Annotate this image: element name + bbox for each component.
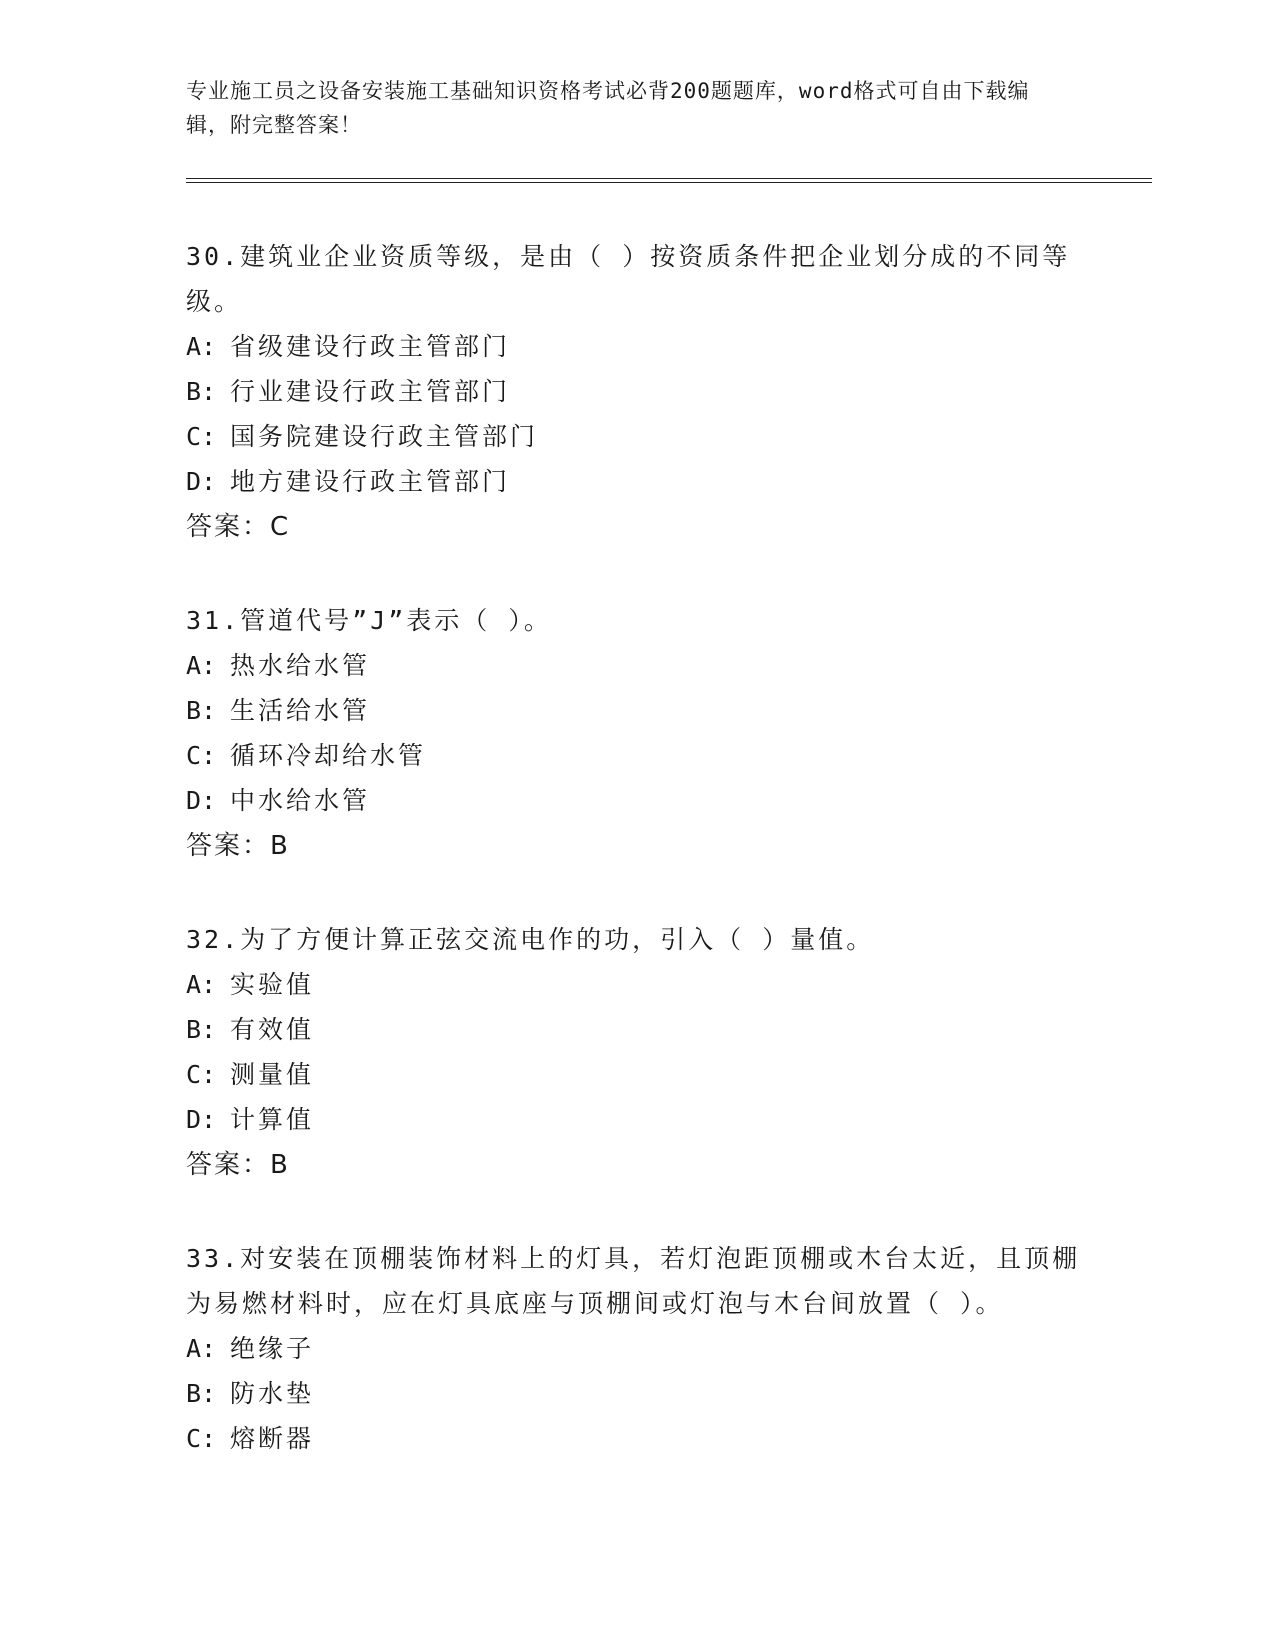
option-letter: D: (186, 786, 217, 815)
answer-option (186, 1052, 1086, 1097)
option-text: 行业建设行政主管部门 (230, 377, 511, 406)
document-header: 专业施工员之设备安装施工基础知识资格考试必背200题题库，word格式可自由下载编辑，附完整答案！ (186, 79, 1030, 137)
option-letter: B: (186, 696, 217, 725)
option-text: 实验值 (230, 970, 315, 999)
answer-option (186, 688, 1086, 733)
option-letter: B: (186, 377, 217, 406)
option-text: 有效值 (230, 1015, 315, 1044)
answer-option (186, 414, 1086, 459)
question-text: 32.为了方便计算正弦交流电作的功，引入（ ）量值。 (186, 925, 875, 954)
question-block (186, 234, 1086, 550)
option-letter: A: (186, 970, 217, 999)
option-letter: C: (186, 1424, 217, 1453)
option-letter: B: (186, 1379, 217, 1408)
option-text: 测量值 (230, 1060, 315, 1089)
option-letter: D: (186, 467, 217, 496)
question-list (186, 234, 1086, 1509)
option-letter: A: (186, 1334, 217, 1363)
option-text: 省级建设行政主管部门 (230, 332, 511, 361)
option-text: 熔断器 (230, 1424, 315, 1453)
answer-option (186, 324, 1086, 369)
option-letter: C: (186, 422, 217, 451)
option-text: 地方建设行政主管部门 (230, 467, 511, 496)
answer-key: 答案：C (186, 512, 291, 542)
option-text: 防水垫 (230, 1379, 315, 1408)
answer-option (186, 962, 1086, 1007)
option-letter: D: (186, 1105, 217, 1134)
option-letter: C: (186, 741, 217, 770)
answer-option (186, 1326, 1086, 1371)
option-text: 绝缘子 (230, 1334, 315, 1363)
answer-option (186, 643, 1086, 688)
answer-key: 答案：B (186, 831, 290, 861)
answer-option (186, 369, 1086, 414)
option-letter: A: (186, 332, 217, 361)
question-block (186, 917, 1086, 1188)
question-block (186, 598, 1086, 869)
answer-option (186, 459, 1086, 504)
option-letter: C: (186, 1060, 217, 1089)
option-text: 循环冷却给水管 (230, 741, 427, 770)
option-text: 生活给水管 (230, 696, 371, 725)
answer-key: 答案：B (186, 1150, 290, 1180)
option-text: 国务院建设行政主管部门 (230, 422, 539, 451)
header-divider (186, 178, 1152, 183)
answer-option (186, 778, 1086, 823)
option-text: 热水给水管 (230, 651, 371, 680)
answer-option (186, 733, 1086, 778)
question-text: 31.管道代号”J”表示（ ）。 (186, 606, 552, 635)
option-text: 计算值 (230, 1105, 315, 1134)
question-text: 30.建筑业企业资质等级，是由（ ）按资质条件把企业划分成的不同等级。 (186, 242, 1071, 316)
answer-option (186, 1416, 1086, 1461)
question-block (186, 1236, 1086, 1461)
option-text: 中水给水管 (230, 786, 371, 815)
answer-option (186, 1097, 1086, 1142)
answer-option (186, 1007, 1086, 1052)
question-text: 33.对安装在顶棚装饰材料上的灯具，若灯泡距顶棚或木台太近，且顶棚为易燃材料时，应在灯具底座与顶棚间或灯泡与木台间放置（ ）。 (186, 1244, 1081, 1318)
option-letter: B: (186, 1015, 217, 1044)
option-letter: A: (186, 651, 217, 680)
answer-option (186, 1371, 1086, 1416)
